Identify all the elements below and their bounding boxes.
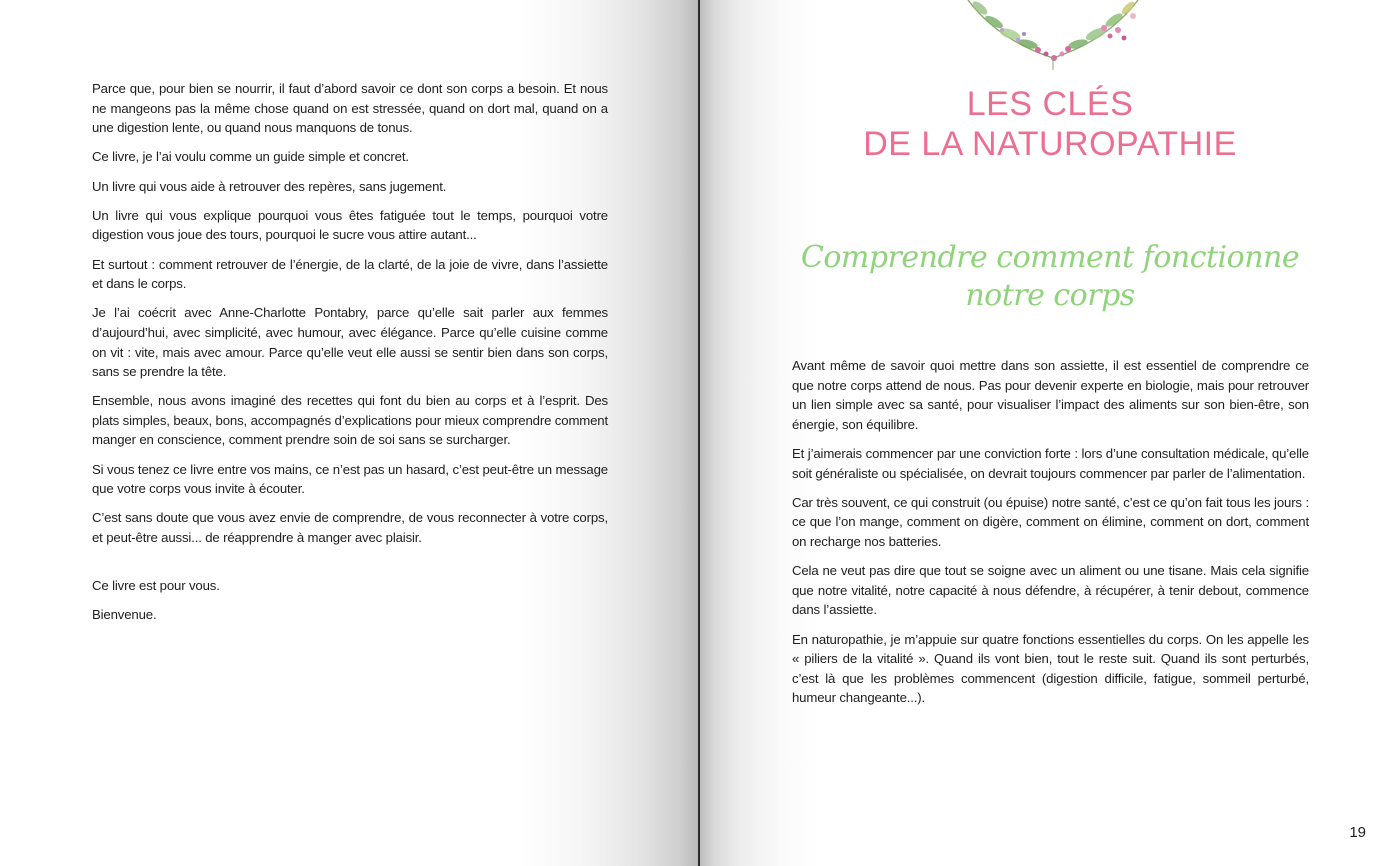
left-paragraph-2: Ce livre, je l’ai voulu comme un guide simple et concret. <box>92 149 409 165</box>
left-paragraph-7: Ensemble, nous avons imaginé des recettes qui font du bien au corps et à l’esprit. Des plats simples, beaux, bons, accompagnés d’explications pour mieux comprendre comment manger en conscience, comment prendre soin de soi sans se surcharger. <box>92 393 608 448</box>
right-paragraph-1: Avant même de savoir quoi mettre dans son assiette, il est essentiel de comprendre ce que notre corps attend de nous. Pas pour devenir experte en biologie, mais pour retrouver un lien simple avec sa santé, pour visualiser l’impact des aliments sur son bien-être, son énergie, son équilibre. <box>792 358 1309 432</box>
right-paragraph-2: Et j’aimerais commencer par une conviction forte : lors d’une consultation médicale, qu’elle soit généraliste ou spécialisée, on devrait toujours commencer par parler de l’alimentation. <box>792 445 1309 481</box>
right-paragraph-5: En naturopathie, je m’appuie sur quatre fonctions essentielles du corps. On les appelle les « piliers de la vitalité ». Quand ils vont bien, tout le reste suit. Quand ils sont perturbés, c’est là que les problèmes commencent (digestion difficile, fatigue, sommeil perturbé, humeur changeante...). <box>792 631 1309 706</box>
right-paragraph-4: Cela ne veut pas dire que tout se soigne avec un aliment ou une tisane. Mais cela signifie que notre vitalité, notre capacité à nous défendre, à récupérer, à tenir debout, commence dans l’assiette. <box>792 563 1309 618</box>
left-paragraph-8: Si vous tenez ce livre entre vos mains, ce n’est pas un hasard, c’est peut-être un message que votre corps vous invite à écouter. <box>92 461 608 497</box>
left-paragraph-9: C’est sans doute que vous avez envie de comprendre, de vous reconnecter à votre corps, et peut-être aussi... de réapprendre à manger avec plaisir. <box>92 510 608 546</box>
left-page-text <box>92 79 608 634</box>
left-paragraph-4: Un livre qui vous explique pourquoi vous êtes fatiguée tout le temps, pourquoi votre digestion vous joue des tours, pourquoi le sucre vous attire autant... <box>92 207 608 243</box>
right-page <box>700 0 1400 866</box>
book-gutter <box>698 0 700 866</box>
chapter-title-line-2: DE LA NATUROPATHIE <box>863 125 1237 163</box>
right-page-text <box>792 356 1309 717</box>
left-paragraph-5: Et surtout : comment retrouver de l’énergie, de la clarté, de la joie de vivre, dans l’assiette et dans le corps. <box>92 256 608 292</box>
closing-line-2: Bienvenue. <box>92 606 157 622</box>
left-paragraph-1: Parce que, pour bien se nourrir, il faut d’abord savoir ce dont son corps a besoin. Et nous ne mangeons pas la même chose quand on est stressée, quand on dort mal, quand on a une digestion lente, ou quand nous manquons de tonus. <box>92 81 608 136</box>
chapter-subtitle-line-2: notre corps <box>965 278 1135 313</box>
closing-line-1: Ce livre est pour vous. <box>92 577 220 593</box>
right-paragraph-3: Car très souvent, ce qui construit (ou épuise) notre santé, c’est ce qu’on fait tous les jours : ce que l’on mange, comment on digère, comment on élimine, comment on dort, comment on recharge nos batteries. <box>792 494 1309 549</box>
chapter-subtitle <box>700 239 1400 315</box>
chapter-title <box>700 84 1400 164</box>
chapter-subtitle-line-1: Comprendre comment fonctionne <box>800 240 1300 275</box>
left-page <box>0 0 699 866</box>
left-paragraph-3: Un livre qui vous aide à retrouver des repères, sans jugement. <box>92 178 447 194</box>
chapter-title-line-1: LES CLÉS <box>966 85 1134 123</box>
floral-wreath-icon <box>958 0 1148 72</box>
page-number: 19 <box>1349 824 1366 841</box>
left-paragraph-6: Je l’ai coécrit avec Anne-Charlotte Pontabry, parce qu’elle sait parler aux femmes d’aujourd’hui, avec simplicité, avec humour, avec élégance. Parce qu’elle cuisine comme on vit : vite, mais avec amour. Parce qu’elle veut elle aussi se sentir bien dans son corps, sans se prendre la tête. <box>92 305 608 380</box>
